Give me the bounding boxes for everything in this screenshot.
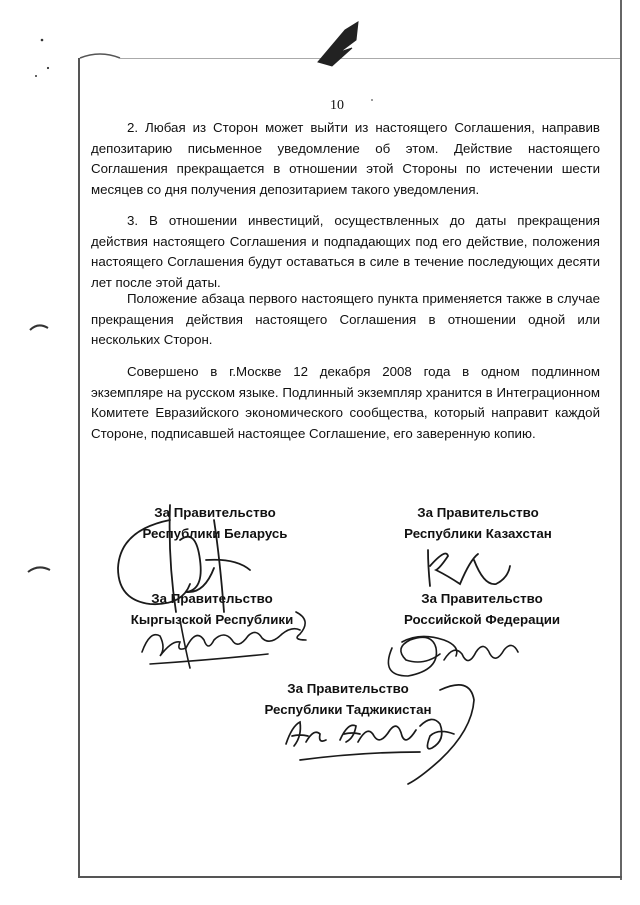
binding-mark: [318, 22, 358, 66]
edge-mark-1: [30, 325, 48, 330]
signature-heading: За Правительство: [287, 681, 409, 696]
signature-heading: За Правительство: [154, 505, 276, 520]
paragraph-withdrawal: 2. Любая из Сторон может выйти из настоящего Соглашения, направив депозитарию письменное уведомление об этом. Действие настоящего Соглашения прекращается в отношении этой Стороны по истечении шести месяцев со дня получения депозитарием такого уведомления.: [91, 120, 600, 198]
signature-country: Кыргызской Республики: [130, 612, 294, 627]
dust-dot-2: [47, 67, 49, 69]
signature-heading: За Правительство: [151, 591, 273, 606]
edge-mark-2: [28, 567, 50, 572]
signature-heading: За Правительство: [417, 505, 539, 520]
signature-block-belarus: [95, 502, 335, 544]
dust-dot-1: [41, 39, 44, 42]
dust-dot-3: [35, 75, 37, 77]
paragraph-done-in-moscow: Совершено в г.Москве 12 декабря 2008 года в одном подлинном экземпляре на русском языке. Подлинный экземпляр хранится в Интеграционном Комитете Евразийского экономического сообщества, который направит каждой Стороне, подписавшей настоящее Соглашение, его заверенную копию.: [91, 364, 600, 442]
dust-dot-4: [371, 99, 373, 101]
signature-country: Российской Федерации: [403, 612, 561, 627]
signature-block-kazakhstan: [358, 502, 598, 544]
signature-block-russia: [362, 588, 602, 630]
signature-country: Республики Казахстан: [404, 526, 552, 541]
page-number: 10: [330, 98, 344, 113]
signature-country: Республики Таджикистан: [264, 702, 432, 717]
signature-block-kyrgyz: [92, 588, 332, 630]
paragraph-investments: 3. В отношении инвестиций, осуществленных до даты прекращения действия настоящего Соглашения и подпадающих под его действие, положения настоящего Соглашения будут оставаться в силе в течение последующих десяти лет после этой даты.: [91, 213, 600, 291]
signature-country: Республики Беларусь: [142, 526, 288, 541]
paragraph-application: Положение абзаца первого настоящего пункта применяется также в случае прекращения действия настоящего Соглашения в отношении одной или нескольких Сторон.: [91, 291, 600, 348]
corner-mark: [80, 54, 120, 58]
signature-heading: За Правительство: [421, 591, 543, 606]
signature-block-tajikistan: [228, 678, 468, 720]
